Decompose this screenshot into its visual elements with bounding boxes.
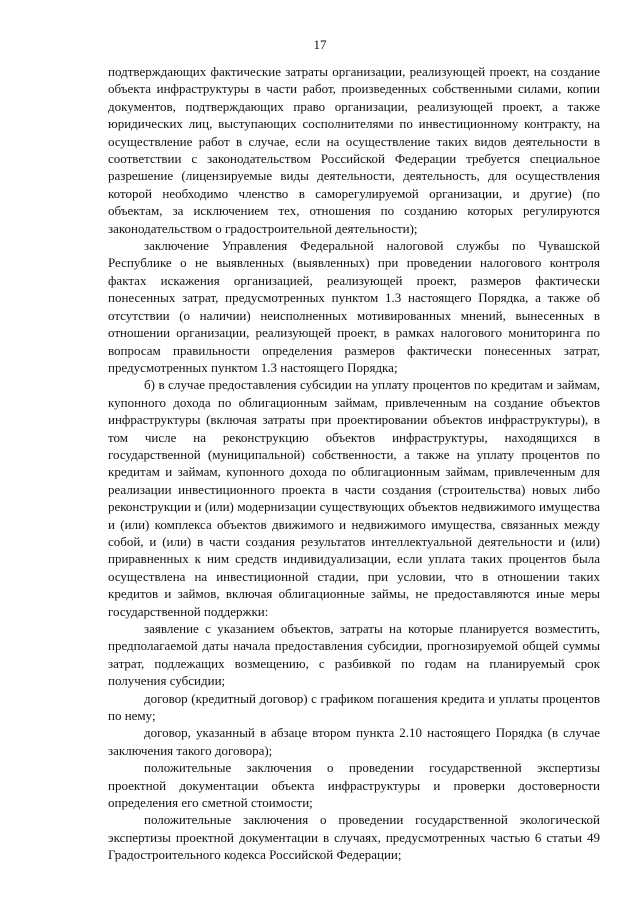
paragraph-1: подтверждающих фактические затраты организации, реализующей проект, на создание объекта инфраструктуры в части работ, произведенных собственными силами, копии документов, подтверждающих право организации, реализующей проект, а также юридических лиц, выступающих сосполнителями по инвестиционному контракту, на осуществление работ в случае, если на осуществление таких видов деятельности в соответствии с законодательством Российской Федерации требуется специальное разрешение (лицензируемые виды деятельности, деятельность, для осуществления которой необходимо членство в саморегулируемой организации, и другие) (по объектам, за исключением тех, отношения по созданию которых регулируются законодательством о градостроительной деятельности); <box>108 64 600 236</box>
paragraph-7: положительные заключения о проведении государственной экспертизы проектной документации объекта инфраструктуры и проверки достоверности определения его сметной стоимости; <box>108 760 600 811</box>
paragraph-8: положительные заключения о проведении государственной экологической экспертизы проектной документации в случаях, предусмотренных частью 6 статьи 49 Градостроительного кодекса Российской Федерации; <box>108 812 600 863</box>
document-body <box>108 63 600 864</box>
page-number: 17 <box>313 37 327 52</box>
paragraph-3: б) в случае предоставления субсидии на уплату процентов по кредитам и займам, купонного дохода по облигационным займам, привлеченным на создание объектов инфраструктуры (включая затраты при проектировании объектов инфраструктуры), в том числе на реконструкцию объектов инфраструктуры, находящихся в государственной (муниципальной) собственности, а также на уплату процентов по кредитам и займам, купонного дохода по облигационным займам, привлеченным для реализации инвестиционного проекта в части создания (строительства) новых либо реконструкции и (или) модернизации существующих объектов недвижимого имущества и (или) комплекса объектов движимого и недвижимого имущества, связанных между собой, и (или) в части создания результатов интеллектуальной деятельности и (или) приравненных к ним средств индивидуализации, если уплата таких процентов была осуществлена на инвестиционной стадии, при условии, что в отношении таких кредитов и займов, включая облигационные займы, не предоставляются иные меры государственной поддержки: <box>108 377 600 619</box>
paragraph-5: договор (кредитный договор) с графиком погашения кредита и уплаты процентов по нему; <box>108 690 600 724</box>
paragraph-4: заявление с указанием объектов, затраты на которые планируется возместить, предполагаемой даты начала предоставления субсидии, прогнозируемой общей суммы затрат, подлежащих возмещению, с разбивкой по годам на планируемый срок получения субсидии; <box>108 621 600 689</box>
paragraph-6: договор, указанный в абзаце втором пункта 2.10 настоящего Порядка (в случае заключения такого договора); <box>108 725 600 758</box>
paragraph-2: заключение Управления Федеральной налоговой службы по Чувашской Республике о не выявленных (выявленных) при проведении налогового контроля фактах искажения организацией, реализующей проект, размеров фактически понесенных затрат, предусмотренных пунктом 1.3 настоящего Порядка, а также об отсутствии (о наличии) неисполненных мотивированных мнений, вынесенных в отношении организации, реализующей проект, в рамках налогового мониторинга по вопросам правильности определения размеров фактически понесенных затрат, предусмотренных пунктом 1.3 настоящего Порядка; <box>108 238 600 375</box>
